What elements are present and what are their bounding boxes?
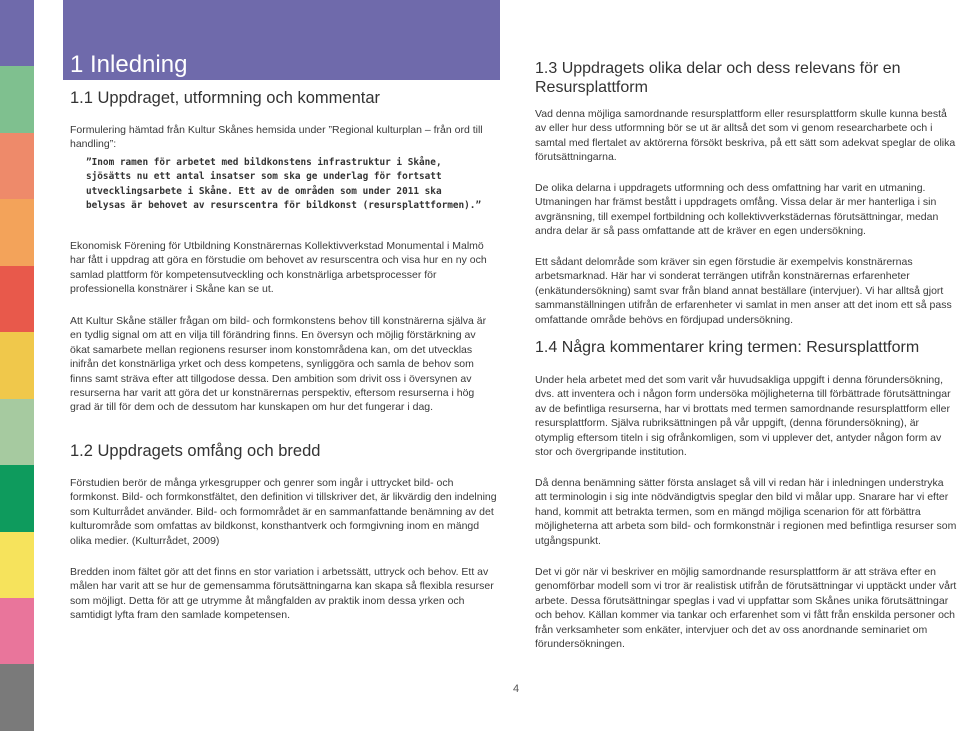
section-1-4-paragraph-3: Det vi gör när vi beskriver en möjlig samordnande resursplattform är att sträva efter en genomförbar modell som vi tror är realistisk utifrån de förutsättningar vi upptäckt under vårt arbete. Dessa förutsättningar speglas i vad vi uppfattar som Skånes unika förutsättningar och behov. Källan kommer via tankar och erfarenhet som vi fått från enskilda personer och från verksamheter som enkäter, intervjuer och det av oss anordnande seminariet om förundersökningen. bbox=[535, 566, 957, 651]
strip-segment bbox=[0, 133, 34, 199]
section-1-1-quote: ”Inom ramen för arbetet med bildkonstens infrastruktur i Skåne, sjösätts nu ett antal insatser som ska ge underlag för fortsatt utvecklingsarbete i Skåne. Ett av de områden som under 2011 ska belysas är behovet av resurscentra för bildkonst (resursplattformen).” bbox=[86, 157, 482, 212]
section-1-1-paragraph-2: Att Kultur Skåne ställer frågan om bild- och formkonstens behov till konstnärerna själva är en tydlig signal om att en vilja till förändring finns. En översyn och möjlig förstärkning av ökat samarbete mellan regionens resurser inom konstområdena kan, om det utvecklas inifrån det konstnärliga yrket och dess kompetens, synliggöra och samla de behov som finns samt sträva efter att tillgodose dessa. Den ambition som drivit oss i översynen av resurserna har varit att göra det ur konstnärernas perspektiv, eftersom resurserna i hög grad är till för dem och de dessutom har kunskapen om hur det fungerar i dag. bbox=[70, 315, 487, 414]
strip-segment bbox=[0, 332, 34, 398]
section-1-3-paragraph-1: Vad denna möjliga samordnande resursplattform eller resursplattform skulle kunna bestå av eller hur dess utformning bör se ut är alltså det som vi genom researcharbete och i samtal med flertalet av aktörerna försökt beskriva, på ett sätt som adekvat speglar de olika förutsättningarna. bbox=[535, 108, 956, 164]
section-1-3-paragraph-3: Ett sådant delområde som kräver sin egen förstudie är exempelvis konstnärernas arbetsmarknad. Här har vi sonderat terrängen utifrån konstnärernas erfarenheter (enkätundersökning) samt svar från bland annat beställare (intervjuer). Vi har alltså gjort sammanställningen utifrån de erfarenheter vi samlat in men anser att det inom ett så pass omfattande område behövs en fördjupad undersökning. bbox=[535, 256, 952, 326]
section-1-2-paragraph-2: Bredden inom fältet gör att det finns en stor variation i arbetssätt, uttryck och behov. Ett av målen har varit att se hur de gemensamma förutsättningarna kan skapa så flexibla resurser som möjligt. Detta för att ge utrymme åt mångfalden av praktik inom dessa yrken och samtidigt lyfta fram den samlade kompetensen. bbox=[70, 566, 494, 622]
strip-segment bbox=[0, 199, 34, 265]
section-1-3-heading: 1.3 Uppdragets olika delar och dess relevans för en Resursplattform bbox=[535, 60, 901, 96]
section-1-4-heading: 1.4 Några kommentarer kring termen: Resursplattform bbox=[535, 339, 920, 356]
strip-segment bbox=[0, 465, 34, 531]
strip-segment bbox=[0, 598, 34, 664]
section-1-4-paragraph-1: Under hela arbetet med det som varit vår huvudsakliga uppgift i denna förundersökning, dvs. att inventera och i någon form undersöka möjligheterna till förbättrade förutsättningar av de befintliga resurserna, har vi brottats med termen samordnande resursplattform eller resursplattform. Själva rubriksättningen på vår uppgift, (denna förundersökning), är otymplig eftersom titeln i sig ofrånkomligen, som vi upplever det, antyder någon form av stor och övergripande institution. bbox=[535, 374, 951, 459]
strip-segment bbox=[0, 0, 34, 66]
chapter-title: 1 Inledning bbox=[70, 51, 188, 78]
section-1-2-paragraph-1: Förstudien berör de många yrkesgrupper och genrer som ingår i uttrycket bild- och formkonst. Bild- och formkonstfältet, den definition vi tillskriver det, är likvärdig den indelning som Kulturrådet använder. Bild- och formområdet är en sammanfattande benämning av det kulturområde som omfattas av bildkonst, konsthantverk och formgivning inom en mängd olika medier. (Kulturrådet, 2009) bbox=[70, 477, 497, 547]
page-number: 4 bbox=[513, 683, 520, 695]
strip-segment bbox=[0, 664, 34, 730]
strip-segment bbox=[0, 266, 34, 332]
section-1-4-paragraph-2: Då denna benämning sätter första anslaget så vill vi redan här i inledningen understryka att terminologin i sig inte nödvändigtvis speglar den bild vi målar upp. Snarare har vi efter hand, kommit att betrakta termen, som en mängd möjliga scenarion för att förbättra möjligheterna att arbeta som bild- och formkonstnär i regionen med befintliga resurser som utgångspunkt. bbox=[535, 477, 957, 547]
section-1-1-intro: Formulering hämtad från Kultur Skånes hemsida under ”Regional kulturplan – från ord till handling”: bbox=[70, 124, 483, 151]
section-1-1-paragraph-1: Ekonomisk Förening för Utbildning Konstnärernas Kollektivverkstad Monumental i Malmö har fått i uppdrag att göra en förstudie om behovet av resurscentra och visa hur en ny och samlad plattform för kompetensutveckling och konstnärliga arbetsprocesser för professionella konstnärer i Skåne kan se ut. bbox=[70, 240, 487, 296]
color-strip bbox=[0, 0, 34, 731]
section-1-1-heading: 1.1 Uppdraget, utformning och kommentar bbox=[70, 89, 380, 107]
section-1-2-heading: 1.2 Uppdragets omfång och bredd bbox=[70, 442, 321, 460]
strip-segment bbox=[0, 532, 34, 598]
section-1-3-paragraph-2: De olika delarna i uppdragets utformning och dess omfattning har varit en utmaning. Utmaningen har främst bestått i uppdragets omfång. Vissa delar är mer hanterliga i sin avgränsning, till exempel fortbildning och kollektivverkstädernas förutsättningar, medan andra delar är så pass omfattande att de kräver en egen undersökning. bbox=[535, 182, 939, 238]
strip-segment bbox=[0, 399, 34, 465]
strip-segment bbox=[0, 66, 34, 132]
